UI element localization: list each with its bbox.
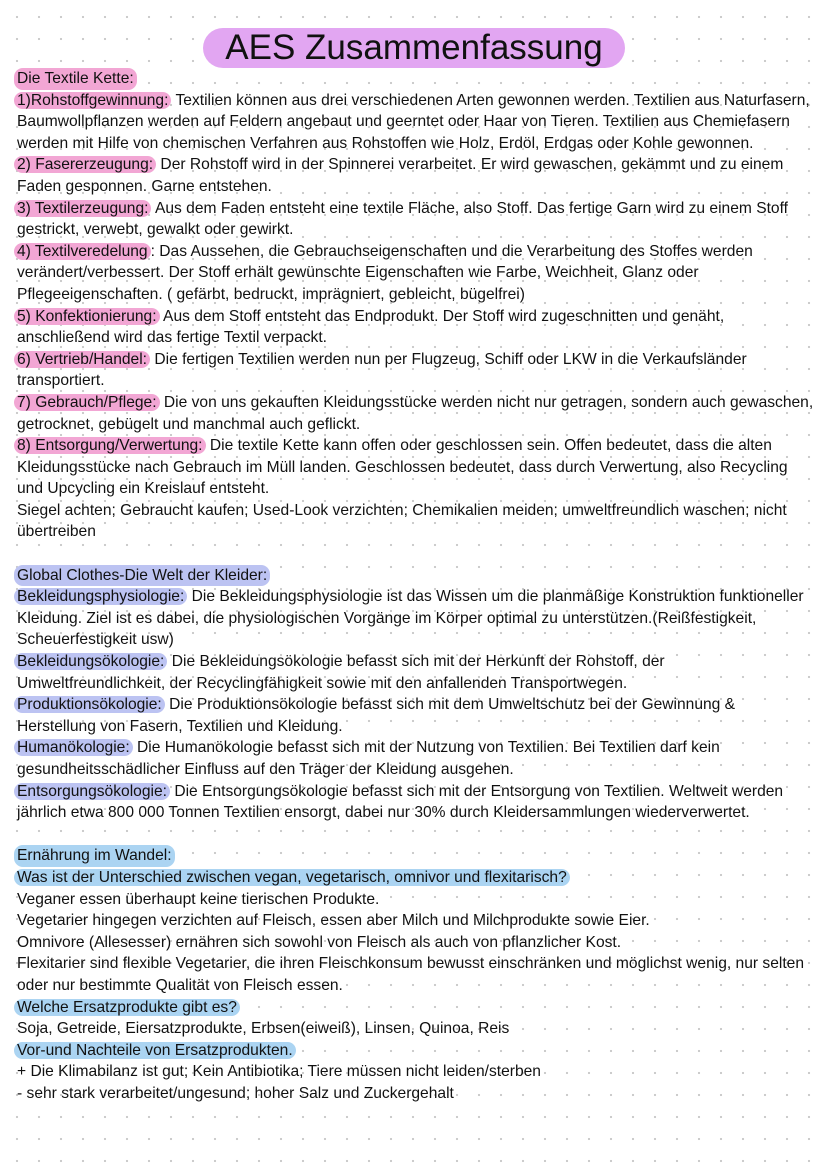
page-title: AES Zusammenfassung <box>203 28 624 68</box>
text-line: Omnivore (Allesesser) ernähren sich sowohl von Fleisch als auch von pflanzlicher Kost. <box>17 933 622 951</box>
paragraph <box>17 349 817 392</box>
closing-text: Siegel achten; Gebraucht kaufen; Used-Look verzichten; Chemikalien meiden; umweltfreundlich waschen; nicht übertreiben <box>17 501 787 541</box>
term-label: 6) Vertrieb/Handel: <box>14 351 150 368</box>
term-label: 4) Textilveredelung <box>14 243 151 260</box>
term-text: Die Bekleidungsökologie befasst sich mit der Herkunft der Rohstoff, der Umweltfreundlichkeit, der Recyclingfähigkeit sowie mit den anfallenden Transportwegen. <box>17 653 665 692</box>
term-label: Humanökologie: <box>14 739 133 756</box>
term-label: 8) Entsorgung/Verwertung: <box>14 437 206 454</box>
term-text: Die von uns gekauften Kleidungsstücke werden nicht nur getragen, sondern auch gewaschen, getrocknet, gebügelt und manchmal auch geflickt. <box>17 393 814 433</box>
text-line: + Die Klimabilanz ist gut; Kein Antibiotika; Tiere müssen nicht leiden/sterben <box>17 1063 541 1081</box>
text-line: Veganer essen überhaupt keine tierischen Produkte. <box>17 890 380 908</box>
term-text: Textilien können aus drei verschiedenen Arten gewonnen werden. Textilien aus Naturfasern, Baumwollpflanzen werden auf Feldern angebaut und geerntet oder Haar von Tieren. Textilien aus Chemiefasern werden mit Hilfe von chemischen Verfahren aus Rohstoffen wie Holz, Erdöl, Erdgas oder Kohle gewonnen. <box>17 91 810 152</box>
paragraph <box>17 781 817 824</box>
term-text: Aus dem Stoff entsteht das Endprodukt. Der Stoff wird zugeschnitten und genäht, anschließend wird das fertige Textil verpackt. <box>17 307 725 347</box>
term-text: Die textile Kette kann offen oder geschlossen sein. Offen bedeutet, dass die alten Kleidungsstücke nach Gebrauch im Müll landen. Geschlossen bedeutet, dass durch Verwertung, also Recycling und Upcycling ein Kreislauf entsteht. <box>17 437 788 498</box>
term-label: Entsorgungsökologie: <box>14 783 170 800</box>
title-wrap <box>0 28 828 68</box>
question-text: Was ist der Unterschied zwischen vegan, vegetarisch, omnivor und flexitarisch? <box>14 869 570 886</box>
spacer <box>17 543 817 565</box>
question <box>17 1040 817 1062</box>
question <box>17 867 817 889</box>
section-textile-chain <box>17 68 817 543</box>
paragraph <box>17 694 817 737</box>
paragraph <box>17 90 817 155</box>
paragraph <box>17 651 817 694</box>
term-text: Die Bekleidungsphysiologie ist das Wissen um die planmäßige Konstruktion funktioneller Kleidung. Ziel ist es dabei, die physiologischen Vorgänge im Körper optimal zu unterstützen.(Reißfestigkeit, Scheuerfestigkeit usw) <box>17 588 804 649</box>
term-text: Aus dem Faden entsteht eine textile Fläche, also Stoff. Das fertige Garn wird zu einem Stoff gestrickt, verwebt, gewalkt oder gewirkt. <box>17 199 788 239</box>
paragraph <box>17 737 817 780</box>
section-nutrition <box>17 845 817 1104</box>
paragraph <box>17 306 817 349</box>
question <box>17 997 817 1019</box>
question-text: Welche Ersatzprodukte gibt es? <box>14 999 240 1016</box>
spacer <box>17 824 817 846</box>
section-heading: Global Clothes-Die Welt der Kleider: <box>14 565 270 587</box>
term-text: : Das Aussehen, die Gebrauchseigenschaften und die Verarbeitung des Stoffes werden verändert/verbessert. Der Stoff erhält gewünschte Eigenschaften wie Farbe, Weichheit, Glanz oder Pflegeeigenschaften. ( gefärbt, bedruckt, imprägniert, gebleicht, bügelfrei) <box>17 242 753 303</box>
term-label: Bekleidungsökologie: <box>14 653 167 670</box>
paragraph <box>17 392 817 435</box>
term-text: Die Entsorgungsökologie befasst sich mit der Entsorgung von Textilien. Weltweit werden jährlich etwa 800 000 Tonnen Textilien ensorgt, dabei nur 30% durch Kleidersammlungen wiederverwertet. <box>17 782 784 822</box>
term-label: 1)Rohstoffgewinnung: <box>14 92 171 109</box>
term-label: 7) Gebrauch/Pflege: <box>14 394 160 411</box>
paragraph <box>17 198 817 241</box>
text-line: Flexitarier sind flexible Vegetarier, die ihren Fleischkonsum bewusst einschränken und möglichst wenig, nur selten oder nur bestimmte Qualität von Fleisch essen. <box>17 955 805 994</box>
section-heading: Die Textile Kette: <box>14 68 137 90</box>
paragraph <box>17 154 817 197</box>
term-label: 3) Textilerzeugung: <box>14 200 151 217</box>
term-text: Der Rohstoff wird in der Spinnerei verarbeitet. Er wird gewaschen, gekämmt und zu einem Faden gesponnen. Garne entstehen. <box>17 156 784 195</box>
section-global-clothes <box>17 565 817 824</box>
content <box>17 68 817 1105</box>
paragraph <box>17 241 817 306</box>
question-text: Vor-und Nachteile von Ersatzprodukten. <box>14 1042 296 1059</box>
section-heading: Ernährung im Wandel: <box>14 845 175 867</box>
term-label: Bekleidungsphysiologie: <box>14 588 187 605</box>
term-text: Die Humanökologie befasst sich mit der Nutzung von Textilien. Bei Textilien darf kein gesundheitsschädlicher Einfluss auf den Träger der Kleidung ausgehen. <box>17 739 720 778</box>
paragraph <box>17 586 817 651</box>
text-line: Soja, Getreide, Eiersatzprodukte, Erbsen(eiweiß), Linsen, Quinoa, Reis <box>17 1020 510 1038</box>
paragraph <box>17 435 817 500</box>
text-line: - sehr stark verarbeitet/ungesund; hoher Salz und Zuckergehalt <box>17 1084 454 1102</box>
term-text: Die fertigen Textilien werden nun per Flugzeug, Schiff oder LKW in die Verkaufsländer transportiert. <box>17 350 747 390</box>
term-text: Die Produktionsökologie befasst sich mit dem Umweltschutz bei der Gewinnung & Herstellung von Fasern, Textilien und Kleidung. <box>17 696 736 735</box>
term-label: 5) Konfektionierung: <box>14 308 160 325</box>
text-line: Vegetarier hingegen verzichten auf Fleisch, essen aber Milch und Milchprodukte sowie Eier. <box>17 912 650 930</box>
term-label: Produktionsökologie: <box>14 696 165 713</box>
term-label: 2) Fasererzeugung: <box>14 156 156 173</box>
